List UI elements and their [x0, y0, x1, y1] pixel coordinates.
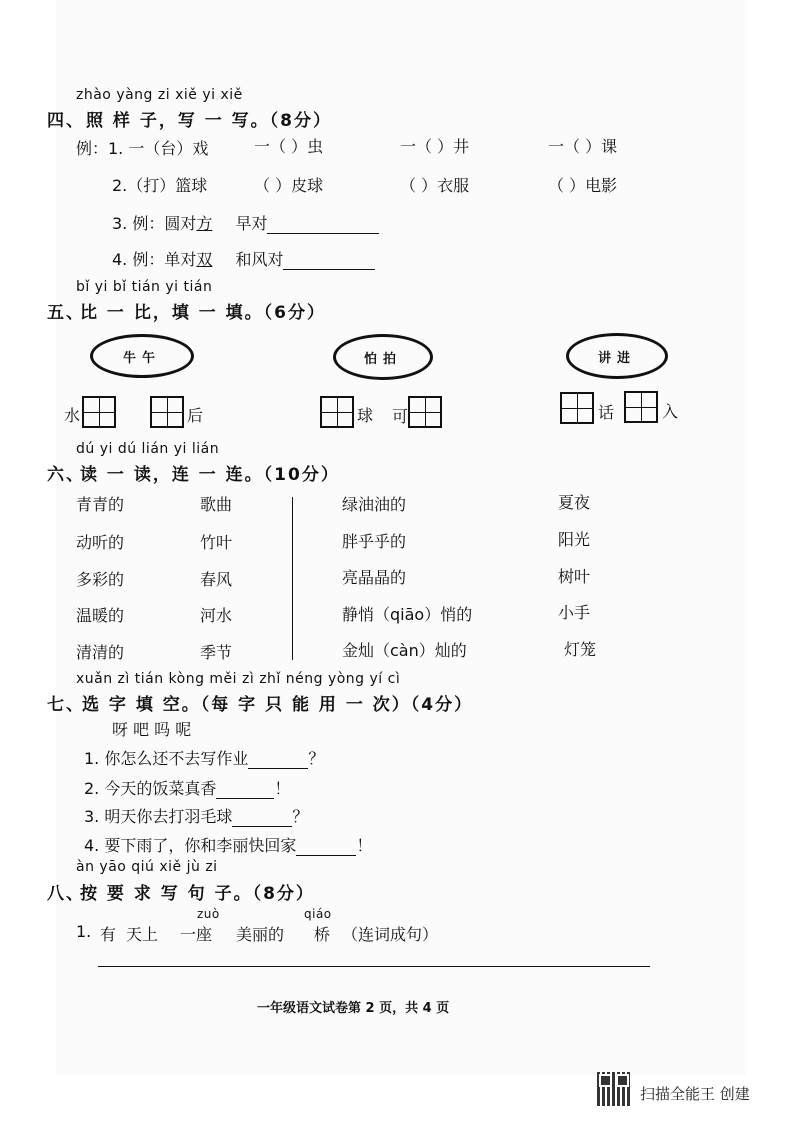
s4-ex4-question: 和风对 — [235, 250, 284, 269]
s4-number: 四、 — [47, 111, 85, 131]
s7-pinyin: xuǎn zì tián kòng měi zì zhǐ néng yòng yí cì — [76, 671, 401, 687]
s6-title: 读 一 读，连 一 连。（10分） — [80, 465, 340, 485]
s7-q1 — [84, 746, 324, 769]
s8-word-qiao: 桥 — [314, 925, 331, 944]
tianzige-box-6[interactable] — [624, 391, 658, 423]
left-adj-2: 动听的 — [76, 533, 125, 552]
s4-ex3-answer: 方 — [196, 214, 213, 233]
s4-ex2-a: （ ）皮球 — [254, 176, 324, 195]
s8-pinyin-qiao: qiáo — [304, 907, 332, 921]
s7-q1-blank[interactable] — [248, 768, 308, 769]
s5-word-hua: 话 — [598, 403, 615, 422]
s4-ex1-c: 一（ ）课 — [548, 137, 618, 156]
s7-q2-blank[interactable] — [216, 798, 274, 799]
oval-pa-pai: 怕拍 — [333, 334, 433, 380]
s8-q1-number: 1. — [76, 922, 92, 941]
s8-number: 八、 — [47, 884, 85, 904]
s8-note: （连词成句） — [342, 925, 439, 944]
page-footer: 一年级语文试卷第 2 页，共 4 页 — [257, 1001, 450, 1016]
s4-ex4 — [112, 247, 375, 270]
s7-q3 — [84, 804, 308, 827]
s5-number: 五、 — [47, 303, 85, 323]
oval-jiang-jin: 讲进 — [566, 333, 668, 379]
right-noun-3: 树叶 — [558, 567, 591, 586]
right-adj-4: 静悄（qiāo）悄的 — [342, 605, 473, 624]
s4-ex1-a: 一（ ）虫 — [254, 137, 324, 156]
s8-word-you: 有 — [100, 925, 117, 944]
s5-word-shui: 水 — [64, 406, 81, 425]
s8-pinyin-zuo: zuò — [197, 907, 220, 921]
s4-ex3-question: 早对 — [235, 214, 268, 233]
s8-title: 按 要 求 写 句 子。（8分） — [80, 884, 315, 904]
left-noun-3: 春风 — [200, 570, 233, 589]
s4-ex4-prefix: 4. 例：单对 — [112, 250, 197, 269]
s7-title: 选 字 填 空。（每 字 只 能 用 一 次）（4分） — [82, 695, 474, 715]
s7-q2-end: ！ — [274, 779, 291, 798]
s4-ex3 — [112, 211, 379, 234]
s7-number: 七、 — [47, 695, 85, 715]
s8-answer-line[interactable] — [98, 966, 650, 967]
scanner-watermark: 扫描全能王 创建 — [640, 1085, 750, 1103]
left-adj-1: 青青的 — [76, 495, 125, 514]
left-adj-3: 多彩的 — [76, 570, 125, 589]
left-noun-1: 歌曲 — [200, 495, 233, 514]
s7-q4 — [84, 833, 372, 856]
left-adj-4: 温暖的 — [76, 606, 125, 625]
s5-word-hou: 后 — [187, 406, 204, 425]
s8-word-yizuo: 一座 — [180, 925, 213, 944]
s7-q2-text: 2. 今天的饭菜真香 — [84, 779, 217, 798]
s5-word-qiu: 球 — [357, 406, 374, 425]
right-noun-2: 阳光 — [558, 530, 591, 549]
s4-pinyin: zhào yàng zi xiě yi xiě — [76, 87, 243, 103]
s7-q4-text: 4. 要下雨了，你和李丽快回家 — [84, 836, 297, 855]
s4-ex4-answer: 双 — [196, 250, 213, 269]
right-adj-3: 亮晶晶的 — [342, 568, 407, 587]
tianzige-box-4[interactable] — [408, 396, 442, 428]
right-adj-2: 胖乎乎的 — [342, 532, 407, 551]
s7-q3-end: ？ — [292, 807, 309, 826]
s4-ex4-blank[interactable] — [283, 269, 375, 270]
oval-niu-wu: 牛午 — [90, 334, 194, 378]
s4-ex3-blank[interactable] — [267, 233, 379, 234]
tianzige-box-2[interactable] — [150, 396, 184, 428]
right-adj-5: 金灿（càn）灿的 — [342, 641, 467, 660]
s7-q3-blank[interactable] — [232, 826, 292, 827]
s4-ex2-c: （ ）电影 — [548, 176, 618, 195]
s4-ex1-b: 一（ ）井 — [400, 137, 470, 156]
right-adj-1: 绿油油的 — [342, 495, 407, 514]
s7-q1-end: ？ — [308, 749, 325, 768]
s8-word-tianshang: 天上 — [126, 925, 159, 944]
s4-title: 照 样 子，写 一 写。（8分） — [86, 111, 333, 131]
s7-q4-end: ！ — [356, 836, 373, 855]
tianzige-box-3[interactable] — [320, 396, 354, 428]
s8-pinyin: àn yāo qiú xiě jù zi — [76, 859, 218, 875]
s4-ex1-label: 例：1. 一（台）戏 — [76, 139, 209, 158]
s7-q4-blank[interactable] — [296, 855, 356, 856]
column-divider — [292, 497, 293, 660]
right-noun-4: 小手 — [558, 603, 591, 622]
s7-q1-text: 1. 你怎么还不去写作业 — [84, 749, 249, 768]
s5-word-ru: 入 — [662, 402, 679, 421]
left-noun-5: 季节 — [200, 643, 233, 662]
s4-ex2-label: 2.（打）篮球 — [112, 176, 208, 195]
s6-number: 六、 — [47, 465, 85, 485]
tianzige-box-5[interactable] — [560, 392, 594, 424]
right-noun-1: 夏夜 — [558, 493, 591, 512]
tianzige-box-1[interactable] — [82, 396, 116, 428]
s6-pinyin: dú yi dú lián yi lián — [76, 441, 220, 457]
s5-title: 比 一 比，填 一 填。（6分） — [80, 303, 327, 323]
s7-choices: 呀 吧 吗 呢 — [112, 720, 192, 739]
right-noun-5: 灯笼 — [564, 640, 597, 659]
s5-pinyin: bǐ yi bǐ tián yi tián — [76, 279, 213, 295]
s4-ex2-b: （ ）衣服 — [400, 176, 470, 195]
left-noun-2: 竹叶 — [200, 533, 233, 552]
s5-word-ke: 可 — [392, 407, 409, 426]
qr-code-icon — [597, 1072, 631, 1106]
s4-ex3-prefix: 3. 例：圆对 — [112, 214, 197, 233]
s7-q2 — [84, 776, 290, 799]
s7-q3-text: 3. 明天你去打羽毛球 — [84, 807, 233, 826]
left-adj-5: 清清的 — [76, 643, 125, 662]
s8-word-meilide: 美丽的 — [236, 925, 285, 944]
left-noun-4: 河水 — [200, 606, 233, 625]
